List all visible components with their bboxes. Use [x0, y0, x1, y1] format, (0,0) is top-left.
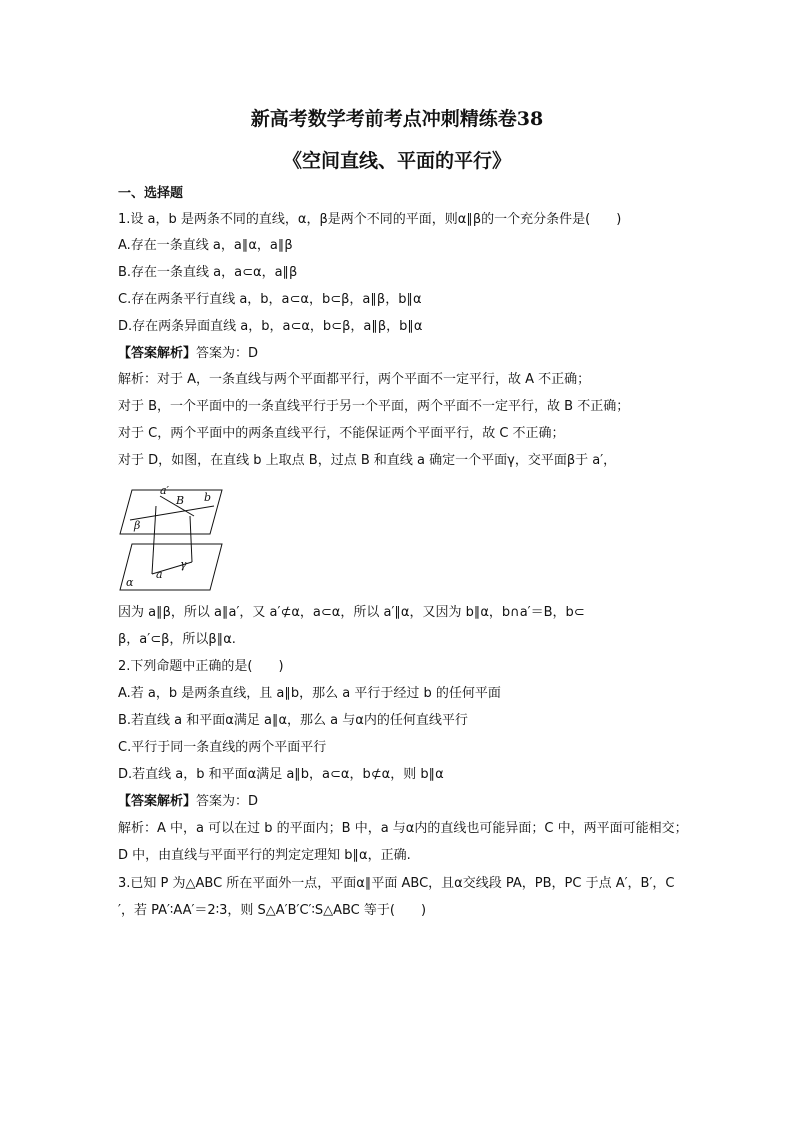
label-a: a: [156, 568, 163, 581]
q3-stem-1: 3.已知 P 为△ABC 所在平面外一点，平面α∥平面 ABC，且α交线段 PA，PB，PC 于点 A′，B′，C: [118, 876, 675, 891]
label-a-prime: a′: [160, 484, 170, 497]
q1-after-figure-1: 因为 a∥β，所以 a∥a′，又 a′⊄α，a⊂α，所以 a′∥α，又因为 b∥α，b∩a′＝B，b⊂: [118, 605, 585, 620]
gamma-edge-right: [190, 516, 192, 562]
q2-option-d: D.若直线 a，b 和平面α满足 a∥b，a⊂α，b⊄α，则 b∥α: [118, 767, 444, 782]
q3-stem-2: ′，若 PA′∶AA′＝2∶3，则 S△A′B′C′∶S△ABC 等于( ): [118, 903, 427, 918]
q1-explanation-3: 对于 C，两个平面中的两条直线平行，不能保证两个平面平行，故 C 不正确；: [118, 426, 565, 441]
q1-explanation-1: 解析：对于 A，一条直线与两个平面都平行，两个平面不一定平行，故 A 不正确；: [118, 372, 591, 387]
page-title: 新高考数学考前考点冲刺精练卷38: [250, 108, 544, 130]
q2-explanation-1: 解析：A 中，a 可以在过 b 的平面内；B 中，a 与α内的直线也可能异面；C 中，两平面可能相交；: [118, 821, 688, 836]
q1-stem: 1.设 a，b 是两条不同的直线，α，β是两个不同的平面，则α∥β的一个充分条件是( ): [118, 212, 622, 227]
q2-option-b: B.若直线 a 和平面α满足 a∥α，那么 a 与α内的任何直线平行: [118, 713, 468, 728]
q1-explanation-4: 对于 D，如图，在直线 b 上取点 B，过点 B 和直线 a 确定一个平面γ，交平面β于 a′，: [118, 453, 617, 468]
q1-explanation-2: 对于 B，一个平面中的一条直线平行于另一个平面，两个平面不一定平行，故 B 不正确；: [118, 399, 630, 414]
q1-answer-line: [118, 346, 688, 362]
plane-figure: [118, 482, 228, 592]
q2-stem: 2.下列命题中正确的是( ): [118, 659, 284, 674]
label-alpha: α: [126, 576, 134, 589]
q1-option-d: D.存在两条异面直线 a，b，a⊂α，b⊂β，a∥β，b∥α: [118, 319, 423, 334]
q1-after-figure-2: β，a′⊂β，所以β∥α.: [118, 632, 236, 647]
section-heading: 一、选择题: [118, 186, 184, 201]
q1-option-a: A.存在一条直线 a，a∥α，a∥β: [118, 238, 293, 253]
q2-option-c: C.平行于同一条直线的两个平面平行: [118, 740, 327, 755]
q1-answer-tag: 【答案解析】: [118, 346, 197, 361]
q2-explanation-2: D 中，由直线与平面平行的判定定理知 b∥α，正确.: [118, 848, 411, 863]
q2-option-a: A.若 a，b 是两条直线，且 a∥b，那么 a 平行于经过 b 的任何平面: [118, 686, 501, 701]
q2-answer-line: [118, 794, 688, 810]
q1-answer: 答案为：D: [196, 346, 259, 361]
q2-answer: 答案为：D: [196, 794, 259, 809]
q2-answer-tag: 【答案解析】: [118, 794, 197, 809]
line-b: [130, 506, 214, 520]
label-gamma: γ: [180, 558, 187, 571]
page-subtitle: 《空间直线、平面的平行》: [282, 150, 511, 172]
q1-option-b: B.存在一条直线 a，a⊂α，a∥β: [118, 265, 298, 280]
plane-alpha-shape: [120, 544, 222, 590]
q1-option-c: C.存在两条平行直线 a，b，a⊂α，b⊂β，a∥β，b∥α: [118, 292, 422, 307]
label-b: b: [204, 491, 212, 504]
label-beta: β: [134, 519, 141, 532]
label-B: B: [176, 494, 185, 507]
